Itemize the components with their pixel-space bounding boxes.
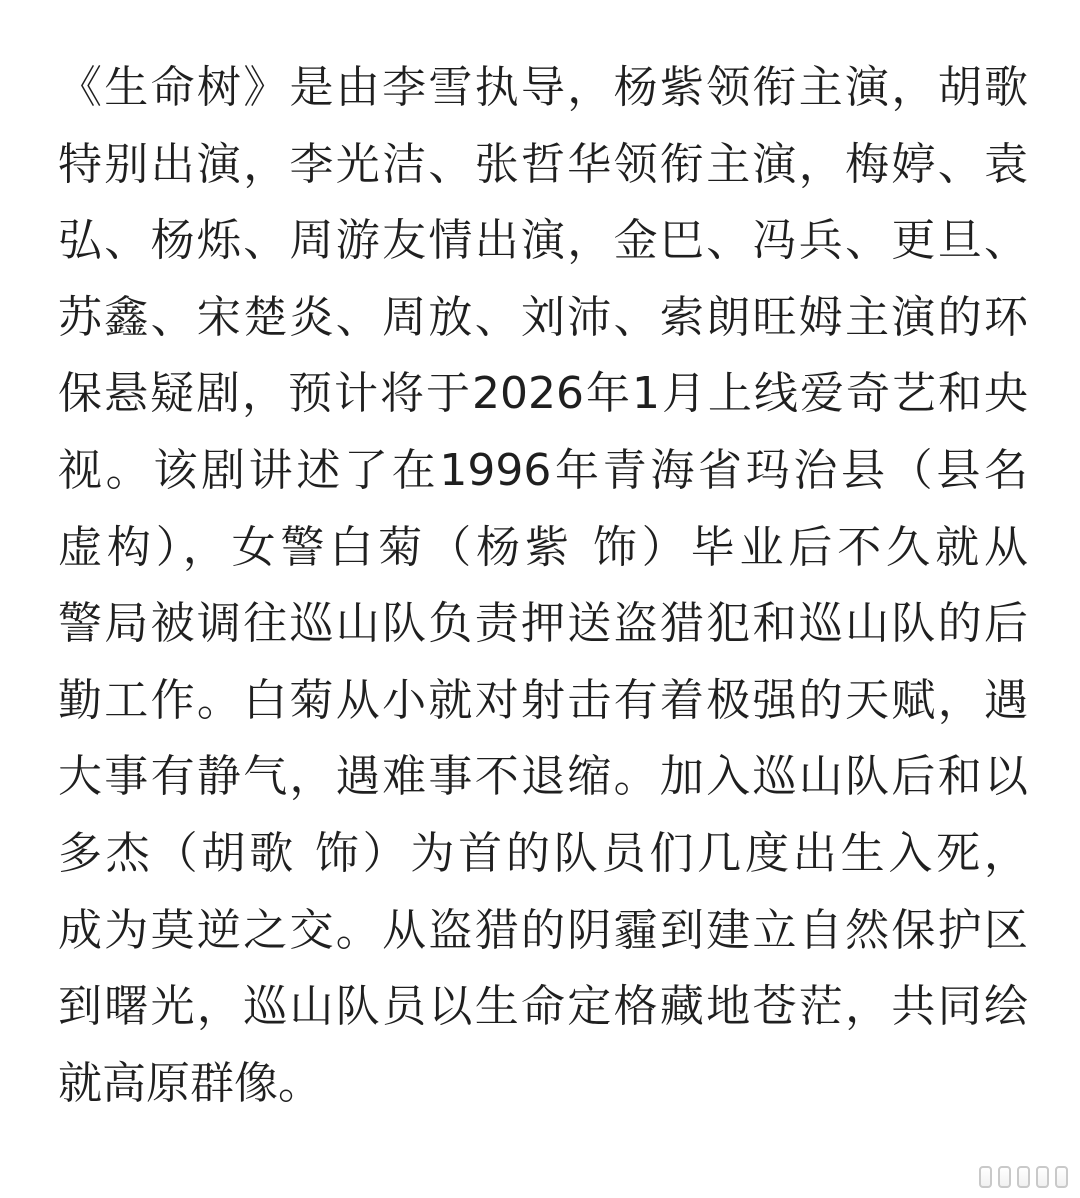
text-line: 到曙光，巡山队员以生命定格藏地苍茫，共同绘 <box>58 981 1028 1033</box>
text-line: 大事有静气，遇难事不退缩。加入巡山队后和以 <box>58 751 1028 803</box>
bar-blocks-icon <box>979 1166 1068 1188</box>
text-line: 弘、杨烁、周游友情出演，金巴、冯兵、更旦、 <box>58 215 1028 267</box>
text-line: 视。该剧讲述了在1996年青海省玛治县（县名 <box>58 444 1028 496</box>
watermark-block <box>1017 1166 1030 1188</box>
watermark <box>979 1166 1068 1188</box>
text-line: 虚构），女警白菊（杨紫 饰）毕业后不久就从 <box>58 521 1028 573</box>
article-body <box>58 50 1028 1122</box>
watermark-block <box>998 1166 1011 1188</box>
text-line: 勤工作。白菊从小就对射击有着极强的天赋，遇 <box>58 674 1028 726</box>
text-line: 特别出演，李光洁、张哲华领衔主演，梅婷、袁 <box>58 138 1028 190</box>
text-line: 警局被调往巡山队负责押送盗猎犯和巡山队的后 <box>58 598 1028 650</box>
watermark-block <box>1036 1166 1049 1188</box>
text-line: 保悬疑剧，预计将于2026年1月上线爱奇艺和央 <box>58 368 1028 420</box>
text-line: 成为莫逆之交。从盗猎的阴霾到建立自然保护区 <box>58 904 1028 956</box>
text-line: 就高原群像。 <box>58 1057 322 1109</box>
text-line: 《生命树》是由李雪执导，杨紫领衔主演，胡歌 <box>58 62 1028 113</box>
watermark-block <box>979 1166 992 1188</box>
text-line: 苏鑫、宋楚炎、周放、刘沛、索朗旺姆主演的环 <box>58 291 1028 343</box>
text-line: 多杰（胡歌 饰）为首的队员们几度出生入死， <box>58 827 1028 879</box>
watermark-block <box>1055 1166 1068 1188</box>
